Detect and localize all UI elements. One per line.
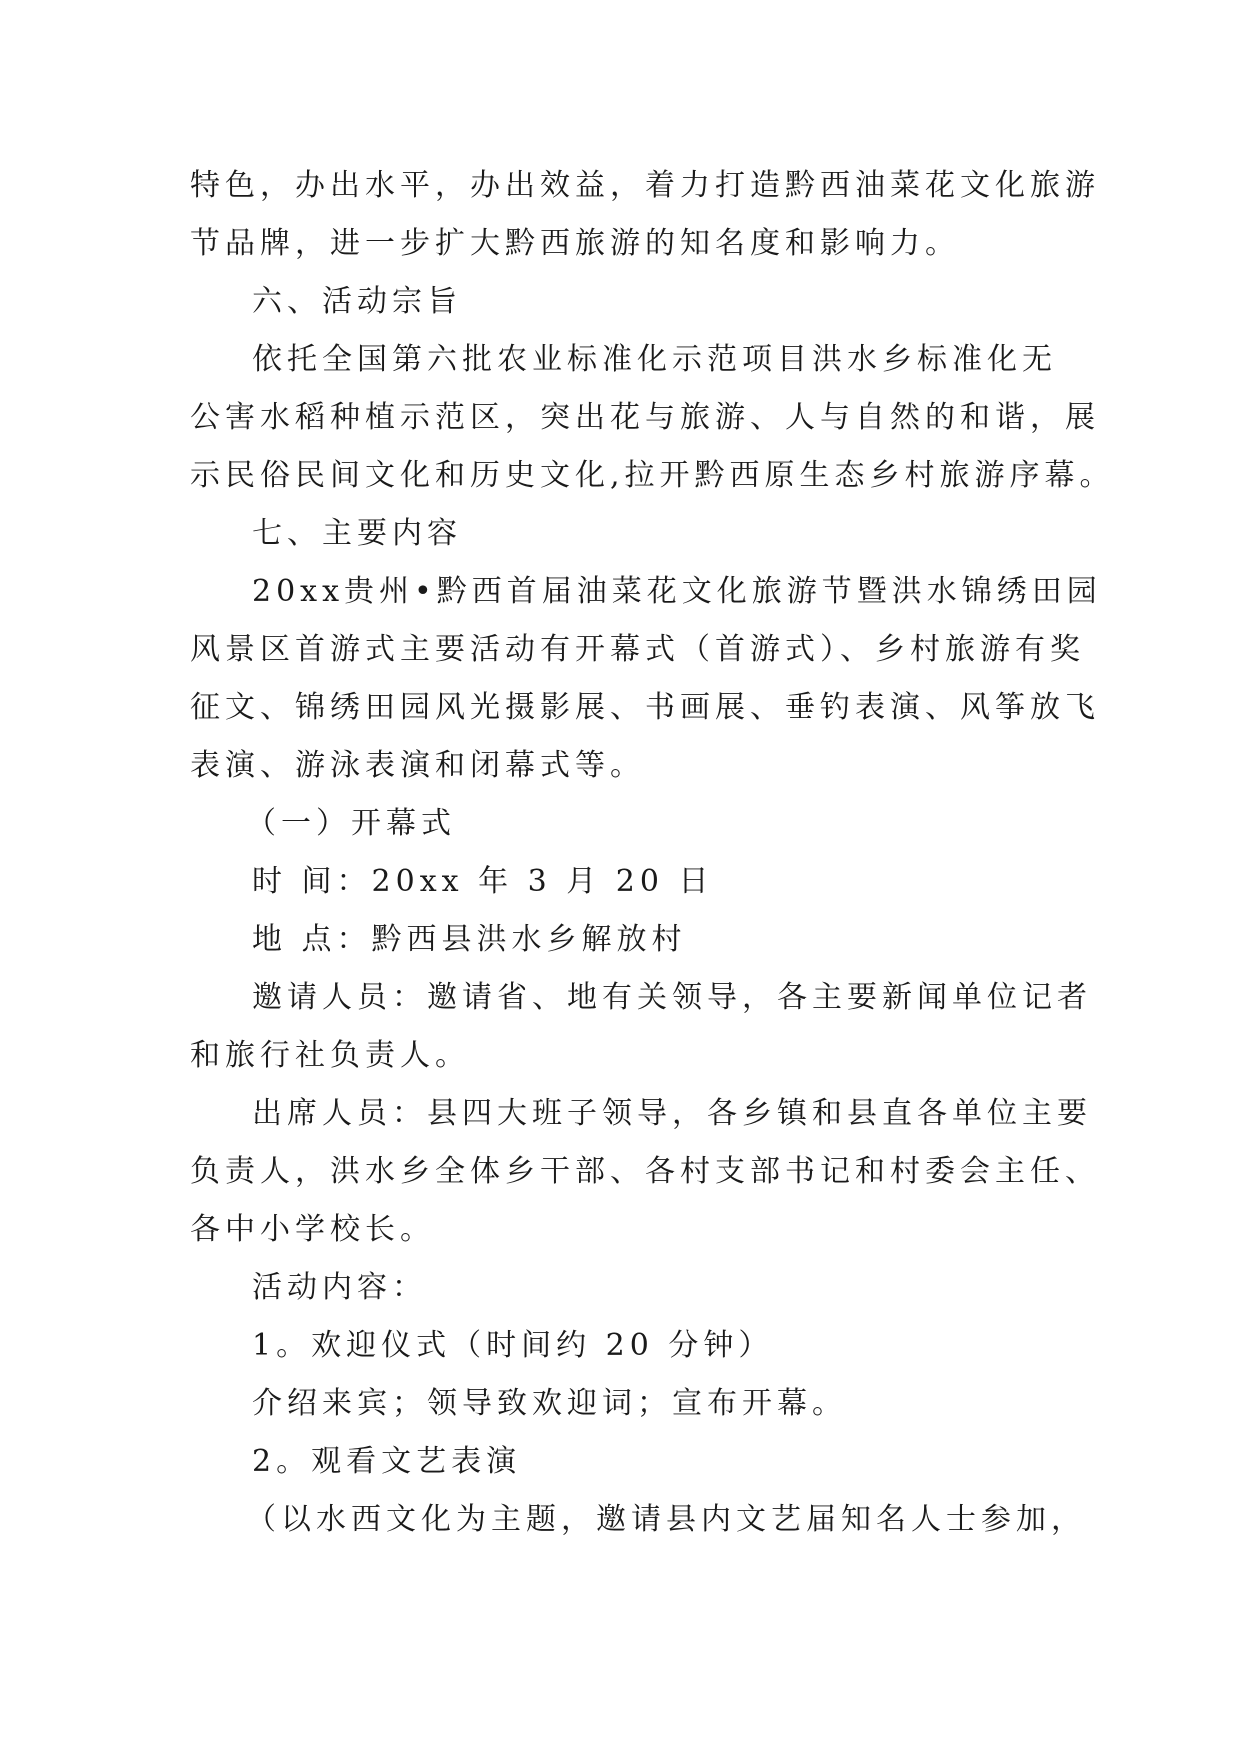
paragraph-line: 活动内容： [252, 1270, 427, 1305]
section-heading: 七、主要内容 [252, 516, 462, 551]
paragraph-line: 1。欢迎仪式（时间约 20 分钟） [252, 1328, 774, 1363]
paragraph-line: 示民俗民间文化和历史文化,拉开黔西原生态乡村旅游序幕。 [190, 458, 1115, 493]
paragraph-line: 地 点：黔西县洪水乡解放村 [252, 922, 687, 957]
paragraph-line: 表演、游泳表演和闭幕式等。 [190, 748, 645, 783]
paragraph-line: 各中小学校长。 [190, 1212, 435, 1247]
paragraph-line: 介绍来宾；领导致欢迎词；宣布开幕。 [252, 1386, 847, 1421]
subsection-heading: （一）开幕式 [246, 806, 456, 841]
paragraph-line: 2。观看文艺表演 [252, 1444, 522, 1479]
paragraph-line: 和旅行社负责人。 [190, 1038, 470, 1073]
paragraph-line: 征文、锦绣田园风光摄影展、书画展、垂钓表演、风筝放飞 [190, 690, 1100, 725]
section-heading: 六、活动宗旨 [252, 284, 462, 319]
paragraph-line: 邀请人员：邀请省、地有关领导，各主要新闻单位记者 [252, 980, 1092, 1015]
paragraph-line: 出席人员：县四大班子领导，各乡镇和县直各单位主要 [252, 1096, 1092, 1131]
paragraph-line: 节品牌，进一步扩大黔西旅游的知名度和影响力。 [190, 226, 960, 261]
paragraph-line: 负责人，洪水乡全体乡干部、各村支部书记和村委会主任、 [190, 1154, 1100, 1189]
paragraph-line: 20xx贵州•黔西首届油菜花文化旅游节暨洪水锦绣田园 [252, 574, 1102, 609]
paragraph-line: 依托全国第六批农业标准化示范项目洪水乡标准化无 [252, 342, 1057, 377]
paragraph-line: 特色，办出水平，办出效益，着力打造黔西油菜花文化旅游 [190, 168, 1100, 203]
paragraph-line: （以水西文化为主题，邀请县内文艺届知名人士参加， [246, 1502, 1086, 1537]
paragraph-line: 时 间：20xx 年 3 月 20 日 [252, 864, 714, 899]
paragraph-line: 风景区首游式主要活动有开幕式（首游式）、乡村旅游有奖 [190, 632, 1085, 667]
paragraph-line: 公害水稻种植示范区，突出花与旅游、人与自然的和谐，展 [190, 400, 1100, 435]
